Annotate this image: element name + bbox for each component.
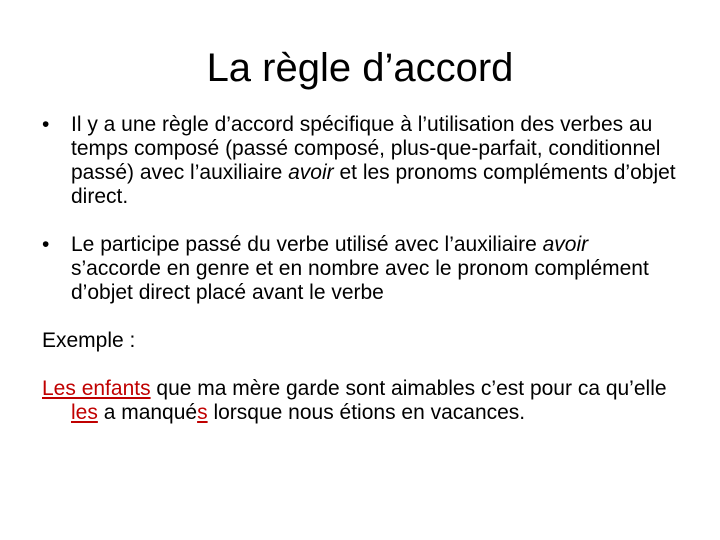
bullet-text: Il y a une règle d’accord spécifique à l’utilisation des verbes au temps composé (passé composé, plus-que-parfait, conditionnel passé) avec l’auxiliaire xyxy=(71,113,661,184)
slide-title: La règle d’accord xyxy=(206,46,514,90)
example-text: a manqué xyxy=(97,401,198,424)
example-sentence xyxy=(42,377,682,425)
bullet-icon: • xyxy=(42,113,50,136)
example-highlight: les xyxy=(71,401,98,424)
example-text: que ma mère garde sont aimables c’est pour ca qu’elle xyxy=(150,377,667,400)
example-highlight: s xyxy=(197,401,208,424)
example-label: Exemple : xyxy=(42,329,136,352)
bullet-emphasis: avoir xyxy=(288,161,334,184)
bullet-text: Le participe passé du verbe utilisé avec l’auxiliaire xyxy=(71,233,543,256)
bullet-text: s’accorde en genre et en nombre avec le pronom complément d’objet direct placé avant le verbe xyxy=(71,257,649,304)
bullet-emphasis: avoir xyxy=(542,233,589,256)
bullet-item xyxy=(42,113,682,209)
bullet-icon: • xyxy=(42,233,50,256)
bullet-item xyxy=(42,233,682,305)
example-text: lorsque nous étions en vacances. xyxy=(207,401,526,424)
bullet-text: et les pronoms compléments d’objet direct. xyxy=(71,161,676,208)
slide-body xyxy=(42,113,682,425)
example-highlight: Les enfants xyxy=(42,377,151,400)
